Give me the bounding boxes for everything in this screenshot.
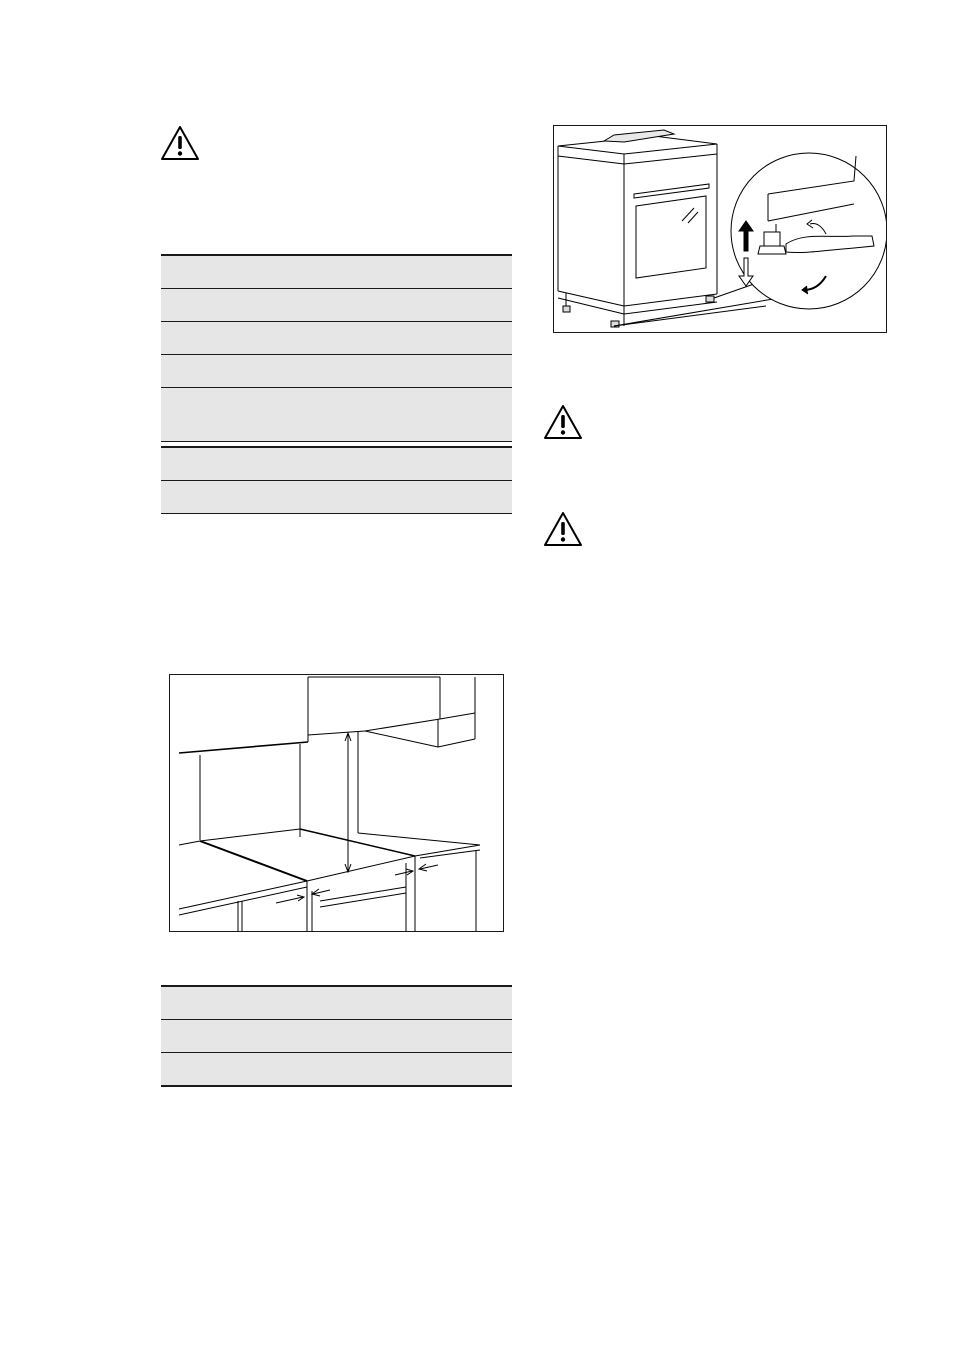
table-row (161, 256, 512, 289)
table-row (161, 448, 512, 481)
table-row (161, 1020, 512, 1053)
oven-levelling-illustration (553, 125, 887, 333)
table-row (161, 987, 512, 1020)
kitchen-clearance-illustration (169, 674, 504, 932)
table-row (161, 481, 512, 514)
dimension-table (161, 985, 512, 1087)
warning-triangle-icon (160, 125, 200, 161)
table-row (161, 388, 512, 442)
spec-table (161, 254, 512, 514)
table-row (161, 322, 512, 355)
table-row (161, 355, 512, 388)
warning-triangle-icon (543, 404, 583, 440)
table-row (161, 289, 512, 322)
warning-triangle-icon (543, 511, 583, 547)
table-row (161, 1053, 512, 1087)
